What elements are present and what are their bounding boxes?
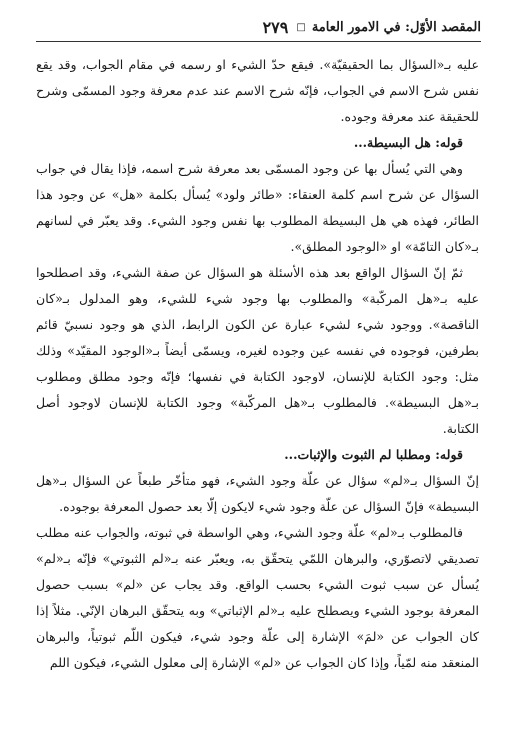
header-separator: □ [296,21,306,33]
paragraph: ثمّ إنّ السؤال الواقع بعد هذه الأسئلة هو السؤال عن صفة الشيء، وقد اصطلحوا عليه بـ«هل المركّبة» والمطلوب بها وجود شيء للشيء، وهو المدلول بـ«كان الناقصة». ووجود شيء لشيء عبارة عن الكون الرابط، الذي هو وجود نسبيّ قائم بطرفين، فوجوده في نفسه عين وجوده لغيره، ويسمّى أيضاً بـ«الوجود المقيّد» وذلك مثل: وجود الكتابة للإنسان، لاوجود الكتابة في نفسها؛ فإنّه وجود مطلق ومطلوب بـ«هل البسيطة». فالمطلوب بـ«هل المركّبة» وجود الكتابة للإنسان لاوجود أصل الكتابة. [36,265,479,436]
header-rule [36,41,481,42]
paragraph: وهي التي يُسأل بها عن وجود المسمّى بعد معرفة شرح اسمه، فإذا يقال في جواب السؤال عن شرح اسم كلمة العنقاء: «طائر ولود» يُسأل بكلمة «هل» عن وجود هذا الطائر، فهذه هي هل البسيطة المطلوب بها نفس وجود الشيء. وقد يعبّر في لسانهم بـ«كان التامّة» او «الوجود المطلق». [36,161,479,254]
paragraph: إنّ السؤال بـ«لم» سؤال عن علّة وجود الشيء، فهو متأخّر طبعاً عن السؤال بـ«هل البسيطة» فإنّ السؤال عن علّة وجود شيء لايكون إلّا بعد حصول المعرفة بوجوده. [36,473,479,514]
paragraph: عليه بـ«السؤال بما الحقيقيّة». فيقع حدّ الشيء او رسمه في مقام الجواب، وقد يقع نفس شرح الاسم في الجواب، فإنّه شرح الاسم عند عدم معرفة وجود المسمّى وشرح للحقيقة عند معرفة وجوده. [36,57,479,124]
commentary-heading: قوله: ومطلبا لم الثبوت والإثبات... [284,447,463,462]
paragraph: فالمطلوب بـ«لم» علّة وجود الشيء، وهي الواسطة في ثبوته، والجواب عنه مطلب تصديقي لاتصوّري، والبرهان اللمّي يتحقّق به، ويعبّر عنه بـ«لم الثبوتي» فإنّه بـ«لم» يُسأل عن سبب ثبوت الشيء بحسب الواقع. وقد يجاب عن «لم» بسبب حصول المعرفة بوجود الشيء ويصطلح عليه بـ«لم الإثباتي» وبه يتحقّق البرهان الإنّي. مثلاً إذا كان الجواب عن «لمَ» الإشارة إلى علّة وجود شيء، فيكون اللّم ثبوتياً، والبرهان المنعقد منه لمّياً، وإذا كان الجواب عن «لم» الإشارة إلى معلول الشيء، فيكون اللم [36,525,479,670]
header-title: المقصد الأوّل: في الامور العامة [311,19,481,35]
running-header [36,16,481,38]
commentary-heading: قوله: هل البسيطة... [353,135,463,150]
page-body [36,52,479,721]
page-number: ٢٧٩ [262,17,289,37]
